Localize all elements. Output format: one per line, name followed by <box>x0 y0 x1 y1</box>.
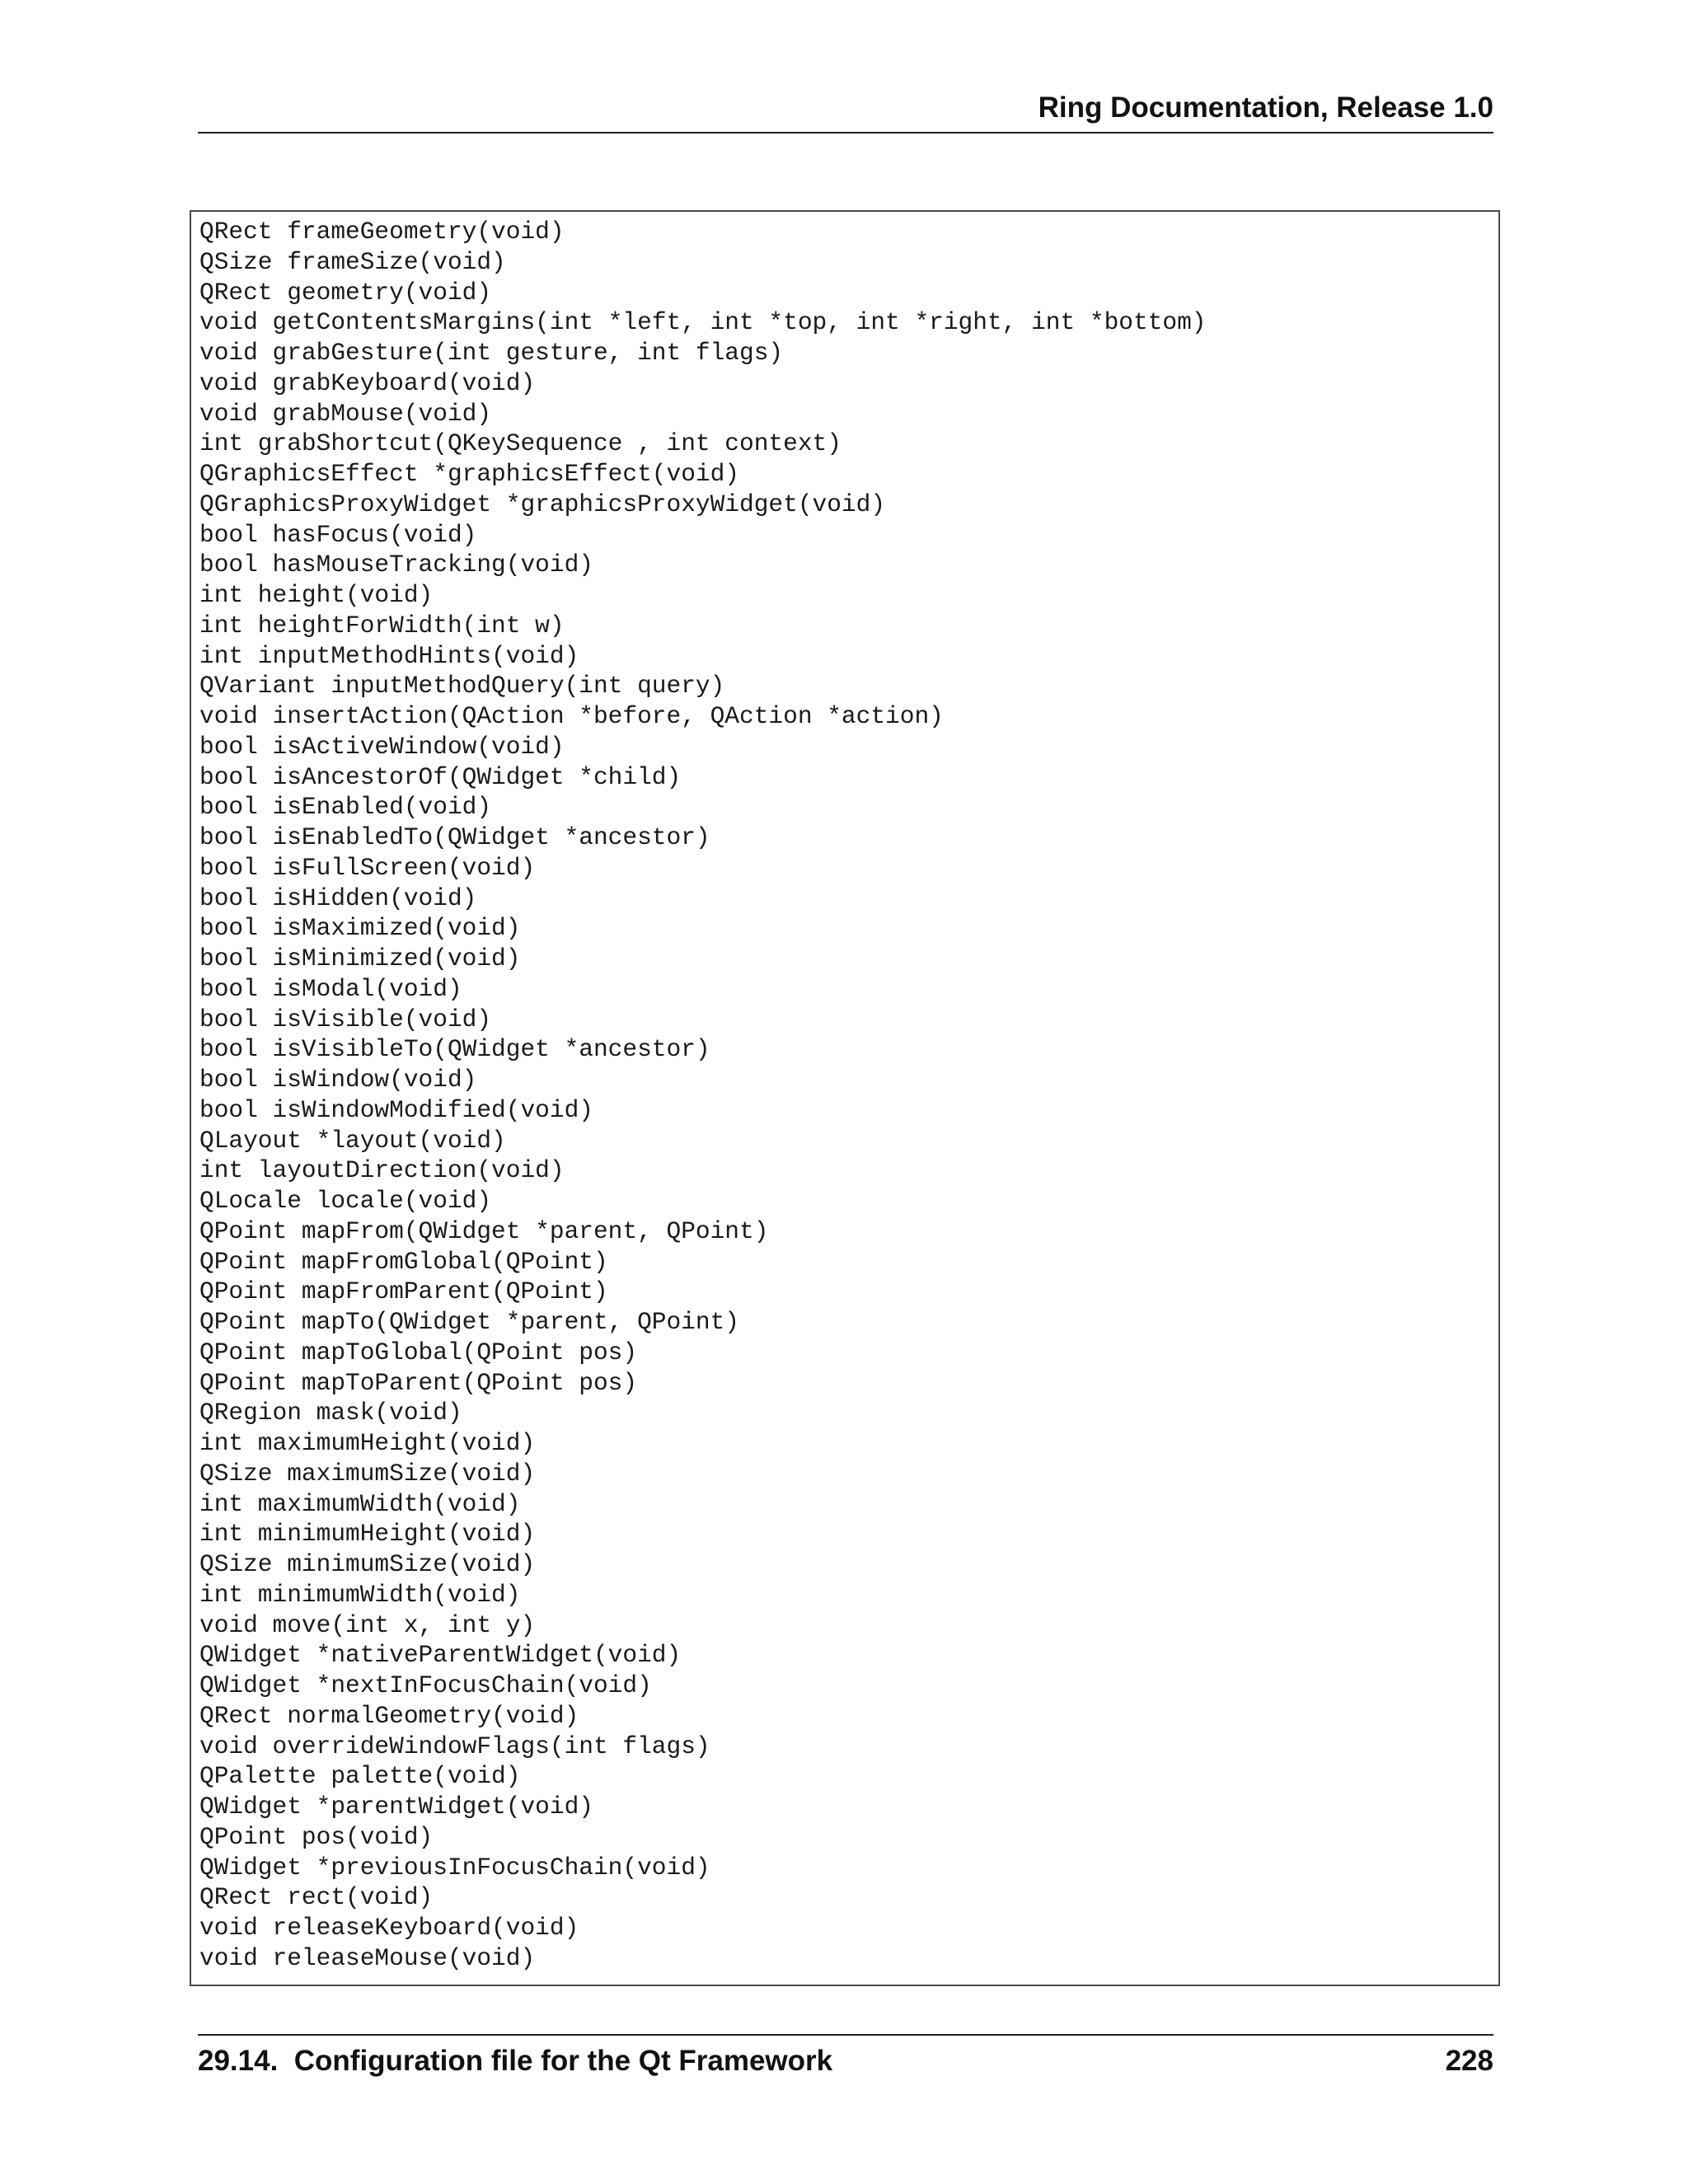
code-line: bool isEnabledTo(QWidget *ancestor) <box>199 823 710 851</box>
code-line: QSize frameSize(void) <box>199 247 506 276</box>
code-line: int maximumHeight(void) <box>199 1429 536 1457</box>
code-line: bool isMaximized(void) <box>199 914 521 943</box>
code-line: QPoint mapTo(QWidget *parent, QPoint) <box>199 1308 740 1336</box>
code-line: QRect geometry(void) <box>199 278 492 307</box>
code-line: QLayout *layout(void) <box>199 1126 506 1155</box>
code-line: void overrideWindowFlags(int flags) <box>199 1732 710 1760</box>
document-title: Ring Documentation, Release 1.0 <box>1038 91 1493 124</box>
code-line: QPoint mapFrom(QWidget *parent, QPoint) <box>199 1216 769 1245</box>
code-line: bool hasMouseTracking(void) <box>199 551 593 579</box>
code-line: bool hasFocus(void) <box>199 520 477 549</box>
page-header <box>198 91 1493 134</box>
code-line: int minimumHeight(void) <box>199 1520 536 1549</box>
code-line: QPoint pos(void) <box>199 1822 434 1851</box>
code-line: QWidget *nextInFocusChain(void) <box>199 1671 652 1699</box>
code-line: bool isModal(void) <box>199 974 462 1003</box>
code-line: void grabGesture(int gesture, int flags) <box>199 339 784 367</box>
code-line: int maximumWidth(void) <box>199 1489 521 1518</box>
code-line: QRegion mask(void) <box>199 1399 462 1427</box>
code-line: bool isAncestorOf(QWidget *child) <box>199 762 682 791</box>
code-line: QPalette palette(void) <box>199 1762 521 1791</box>
page-footer <box>198 2034 1493 2085</box>
code-line: bool isFullScreen(void) <box>199 853 536 882</box>
code-line: void releaseKeyboard(void) <box>199 1914 579 1942</box>
section-title: 29.14. Configuration file for the Qt Framework <box>198 2045 833 2077</box>
code-line: void releaseMouse(void) <box>199 1943 536 1972</box>
code-line: void move(int x, int y) <box>199 1610 536 1639</box>
code-line: QSize maximumSize(void) <box>199 1459 536 1488</box>
code-line: QGraphicsProxyWidget *graphicsProxyWidget(void) <box>199 490 886 518</box>
code-line: int heightForWidth(int w) <box>199 611 565 640</box>
code-line: QWidget *parentWidget(void) <box>199 1793 593 1821</box>
code-line: QSize minimumSize(void) <box>199 1550 536 1578</box>
code-line: int grabShortcut(QKeySequence , int context) <box>199 429 842 458</box>
code-line: bool isHidden(void) <box>199 883 477 912</box>
code-line: bool isWindowModified(void) <box>199 1095 593 1124</box>
code-line: int minimumWidth(void) <box>199 1580 521 1609</box>
page-number: 228 <box>1445 2045 1493 2077</box>
code-line: QGraphicsEffect *graphicsEffect(void) <box>199 460 740 488</box>
code-line: QPoint mapFromGlobal(QPoint) <box>199 1247 608 1276</box>
code-line: void insertAction(QAction *before, QAction *action) <box>199 702 944 730</box>
code-line: QWidget *nativeParentWidget(void) <box>199 1641 682 1670</box>
code-line: QPoint mapToParent(QPoint pos) <box>199 1368 638 1397</box>
code-line: QVariant inputMethodQuery(int query) <box>199 672 725 701</box>
code-line: int layoutDirection(void) <box>199 1156 565 1185</box>
code-line: QRect frameGeometry(void) <box>199 218 565 246</box>
code-line: void grabKeyboard(void) <box>199 368 536 397</box>
code-line: bool isMinimized(void) <box>199 944 521 972</box>
code-line: QWidget *previousInFocusChain(void) <box>199 1853 710 1882</box>
code-line: int height(void) <box>199 581 434 609</box>
code-line: void getContentsMargins(int *left, int *top, int *right, int *bottom) <box>199 308 1207 337</box>
code-line: bool isEnabled(void) <box>199 793 492 822</box>
code-line: bool isActiveWindow(void) <box>199 732 565 761</box>
code-block <box>190 210 1500 1986</box>
code-line: QRect rect(void) <box>199 1883 434 1912</box>
code-line: void grabMouse(void) <box>199 399 492 428</box>
code-line: QPoint mapToGlobal(QPoint pos) <box>199 1338 638 1366</box>
code-line: QLocale locale(void) <box>199 1187 492 1215</box>
code-line: int inputMethodHints(void) <box>199 641 579 670</box>
code-line: bool isVisible(void) <box>199 1005 492 1033</box>
code-line: QRect normalGeometry(void) <box>199 1701 579 1730</box>
code-line: bool isVisibleTo(QWidget *ancestor) <box>199 1035 710 1064</box>
code-line: bool isWindow(void) <box>199 1066 477 1094</box>
code-line: QPoint mapFromParent(QPoint) <box>199 1277 608 1306</box>
